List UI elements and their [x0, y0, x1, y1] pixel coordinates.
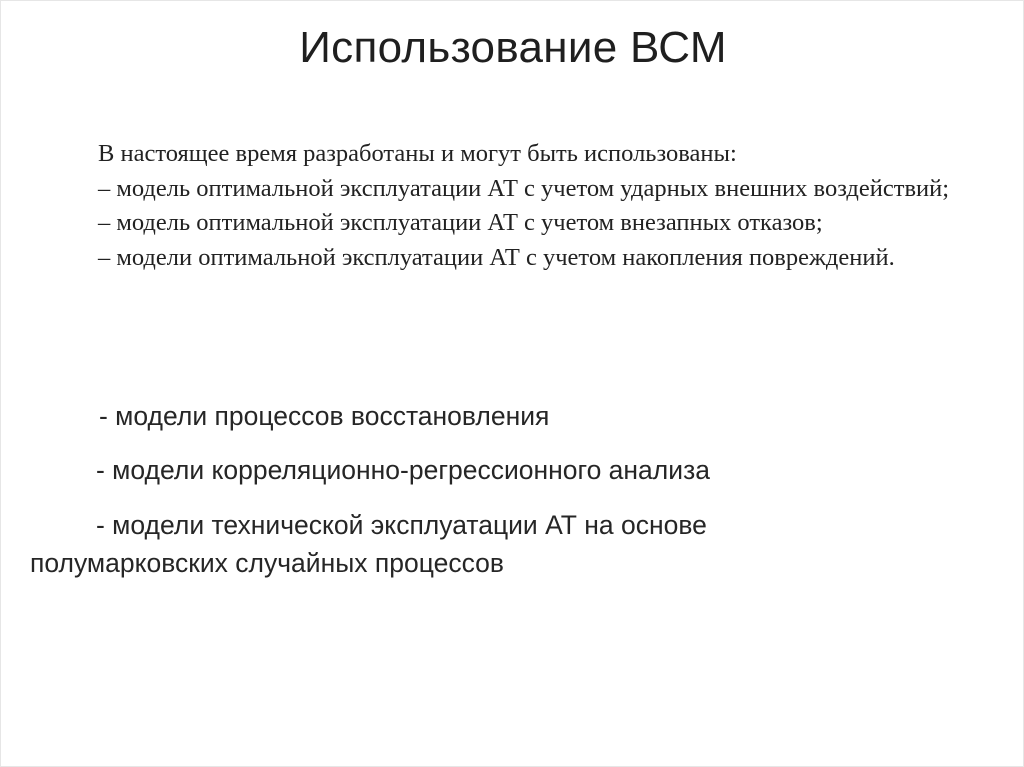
intro-lead: В настоящее время разработаны и могут быть использованы: [98, 140, 737, 167]
bullet-item: - модели процессов восстановления [99, 401, 550, 431]
bullet-item: - модели технической эксплуатации АТ на основе [96, 510, 707, 540]
intro-item: – модель оптимальной эксплуатации АТ с учетом внезапных отказов; [98, 209, 823, 236]
bullet-block [30, 401, 1010, 432]
bullet-block [30, 455, 1010, 486]
bullet-block [30, 506, 1010, 582]
intro-item: – модели оптимальной эксплуатации АТ с учетом накопления повреждений. [98, 243, 895, 271]
bullet-item: - модели корреляционно-регрессионного анализа [96, 455, 710, 485]
intro-item: – модель оптимальной эксплуатации АТ с учетом ударных внешних воздействий; [98, 174, 950, 202]
slide-title: Использование ВСМ [299, 23, 727, 72]
bullet-item-continuation: полумарковских случайных процессов [30, 548, 504, 578]
intro-text-block [30, 137, 1010, 275]
